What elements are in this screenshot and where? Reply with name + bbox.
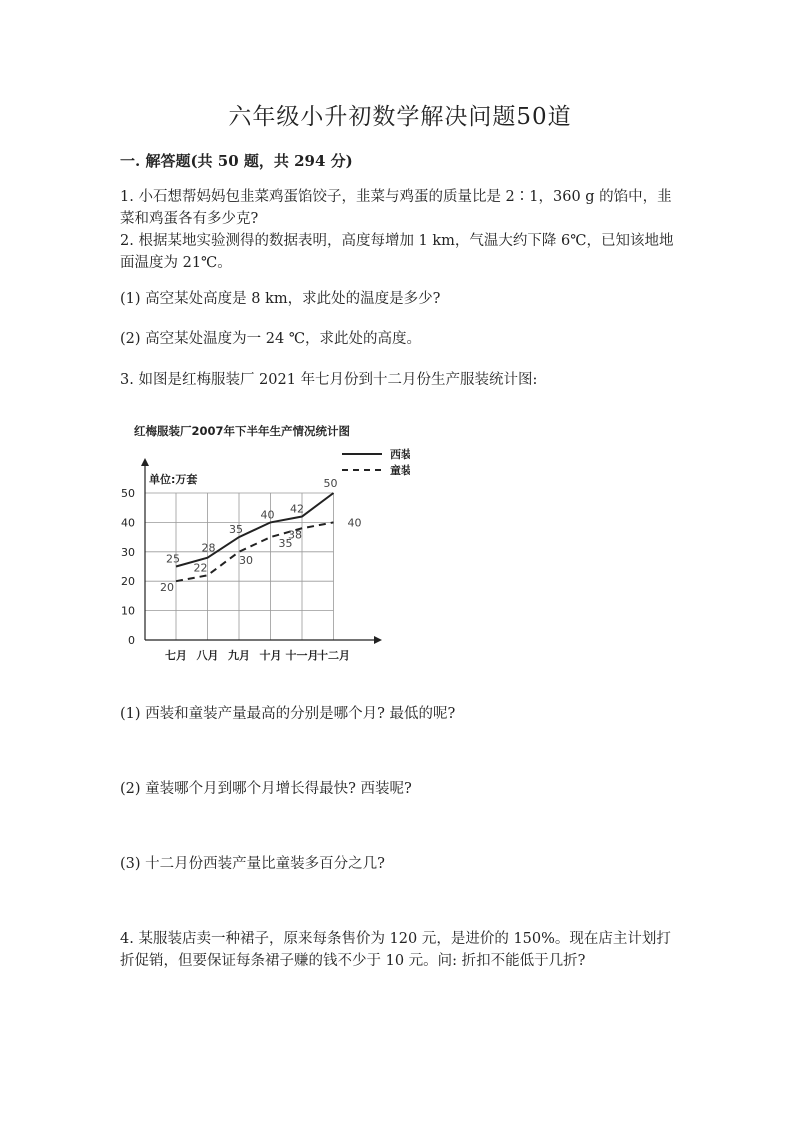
y-tick-label: 10 — [121, 604, 135, 618]
question-2-part-1: (1) 高空某处高度是 8 km，求此处的温度是多少? — [120, 291, 441, 307]
data-label-s1: 28 — [201, 541, 216, 555]
data-label-s1: 50 — [323, 477, 338, 490]
x-tick-label: 八月 — [196, 649, 219, 662]
y-tick-label: 30 — [121, 545, 135, 559]
x-tick-label: 七月 — [165, 649, 187, 662]
y-tick-label: 50 — [121, 487, 135, 500]
question-3-part-2: (2) 童装哪个月到哪个月增长得最快? 西装呢? — [120, 781, 412, 797]
data-label-s1: 25 — [166, 552, 180, 566]
y-axis-label: 单位:万套 — [149, 473, 198, 486]
data-label-s2: 22 — [193, 561, 208, 575]
data-label-s2: 30 — [239, 553, 253, 567]
production-line-chart — [110, 420, 410, 670]
data-label-s2: 35 — [278, 537, 293, 551]
data-label-s1: 42 — [290, 502, 304, 516]
data-label-s2: 20 — [160, 581, 174, 595]
question-3-part-1: (1) 西装和童装产量最高的分别是哪个月? 最低的呢? — [120, 706, 456, 722]
y-tick-label: 0 — [128, 634, 135, 647]
data-label-s1: 35 — [229, 523, 243, 537]
series-line-1 — [176, 493, 334, 567]
data-label-s2: 40 — [347, 516, 362, 530]
page-title: 六年级小升初数学解决问题50道 — [228, 104, 572, 130]
x-tick-label: 十二月 — [317, 649, 350, 662]
question-3-part-3: (3) 十二月份西装产量比童装多百分之几? — [120, 856, 385, 872]
y-tick-label: 20 — [121, 575, 135, 589]
question-3: 3. 如图是红梅服装厂 2021 年七月份到十二月份生产服装统计图: — [120, 372, 538, 388]
chart-title: 红梅服装厂2007年下半年生产情况统计图 — [134, 424, 351, 438]
y-tick-label: 40 — [121, 516, 135, 530]
legend-label-2: 童装 — [390, 464, 410, 477]
question-2-part-2: (2) 高空某处温度为一 24 ℃，求此处的高度。 — [120, 331, 422, 347]
y-axis-arrow — [141, 458, 149, 466]
x-tick-label: 十月 — [259, 649, 282, 662]
question-4: 4. 某服装店卖一种裙子，原来每条售价为 120 元，是进价的 150%。现在店主计划打折促销，但要保证每条裙子赚的钱不少于 10 元。问: 折扣不能低于几折? — [120, 931, 671, 969]
section-heading: 一. 解答题(共 50 题，共 294 分) — [120, 152, 353, 170]
x-tick-label: 九月 — [228, 649, 250, 662]
chart-svg — [110, 420, 410, 670]
x-axis-arrow — [374, 636, 382, 644]
data-label-s1: 40 — [260, 508, 275, 522]
question-1: 1. 小石想帮妈妈包韭菜鸡蛋馅饺子，韭菜与鸡蛋的质量比是 2∶1，360 g 的馅中，韭菜和鸡蛋各有多少克? — [120, 189, 672, 227]
x-tick-label: 十一月 — [285, 649, 319, 662]
legend-label-1: 西装 — [390, 448, 410, 461]
data-label-s2: 38 — [288, 528, 302, 542]
question-2: 2. 根据某地实验测得的数据表明，高度每增加 1 km，气温大约下降 6℃，已知该地地面温度为 21℃。 — [120, 233, 674, 271]
